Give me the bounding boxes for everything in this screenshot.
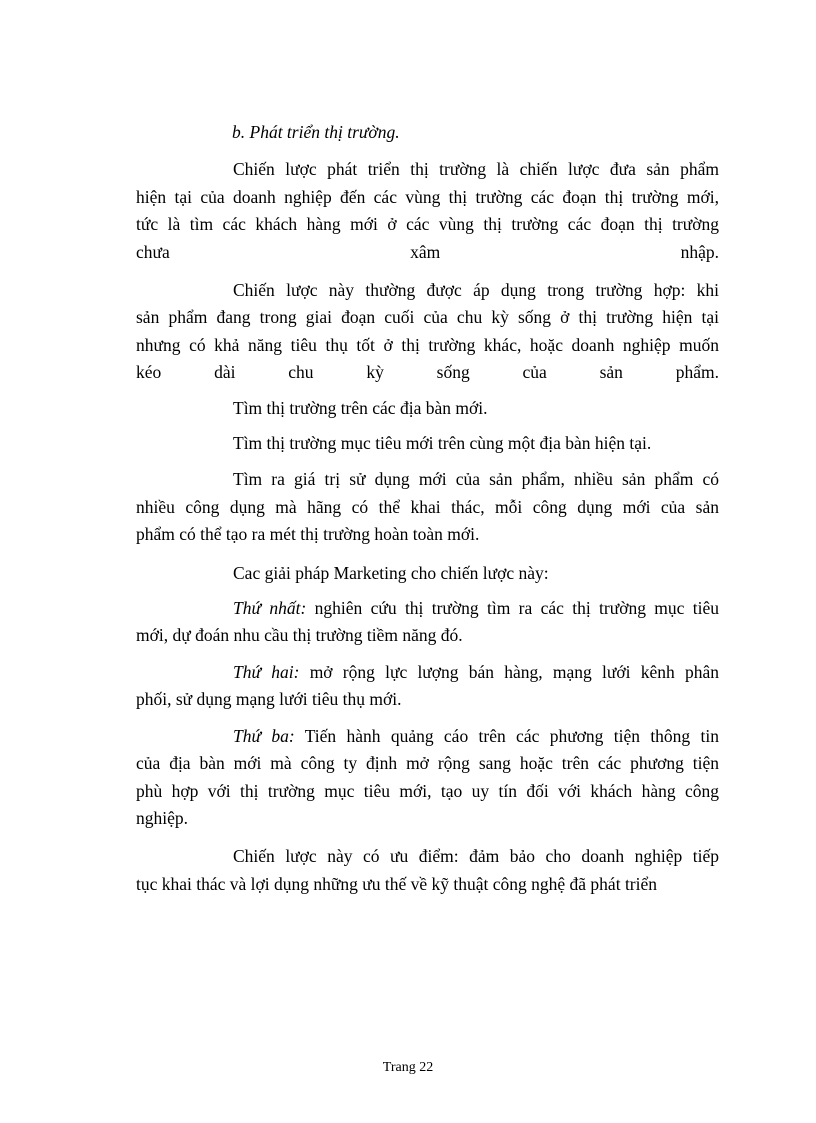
paragraph-9-line-3: phù hợp với thị trường mục tiêu mới, tạo uy tín đối với khách hàng công [136, 781, 719, 801]
paragraph-1-line-1: Chiến lược phát triển thị trường là chiến lược đưa sản phẩm [233, 159, 719, 179]
paragraph-5-line-3: phẩm có thể tạo ra mét thị trường hoàn toàn mới. [136, 524, 480, 544]
paragraph-7-line-1-text: nghiên cứu thị trường tìm ra các thị trường mục tiêu [306, 598, 720, 618]
paragraph-7-lead: Thứ nhất: [233, 598, 307, 618]
paragraph-9-line-4: nghiệp. [136, 808, 189, 828]
page-number: Trang 22 [382, 1060, 434, 1075]
paragraph-3-line-1: Tìm thị trường trên các địa bàn mới. [233, 398, 488, 418]
paragraph-2-line-1: Chiến lược này thường được áp dụng trong trường hợp: khi [233, 280, 719, 300]
paragraph-4-line-1: Tìm thị trường mục tiêu mới trên cùng một địa bàn hiện tại. [233, 433, 652, 453]
paragraph-10-line-2: tục khai thác và lợi dụng những ưu thế về kỹ thuật công nghệ đã phát triển [136, 874, 658, 894]
paragraph-1-line-2: hiện tại của doanh nghiệp đến các vùng thị trường các đoạn thị trường mới, [136, 187, 719, 207]
paragraph-1-line-4: chưa xâm nhập. [136, 242, 719, 262]
paragraph-8-line-1-text: mở rộng lực lượng bán hàng, mạng lưới kênh phân [299, 662, 719, 682]
paragraph-2-line-2: sản phẩm đang trong giai đoạn cuối của chu kỳ sống ở thị trường hiện tại [136, 307, 719, 327]
paragraph-10-line-1: Chiến lược này có ưu điểm: đảm bảo cho doanh nghiệp tiếp [233, 846, 719, 866]
paragraph-2-line-3: nhưng có khả năng tiêu thụ tốt ở thị trường khác, hoặc doanh nghiệp muốn [136, 335, 719, 355]
paragraph-6-line-1: Cac giải pháp Marketing cho chiến lược này: [233, 563, 549, 583]
paragraph-8-line-2: phối, sử dụng mạng lưới tiêu thụ mới. [136, 689, 402, 709]
paragraph-9-line-1-text: Tiến hành quảng cáo trên các phương tiện thông tin [294, 726, 719, 746]
paragraph-9-lead: Thứ ba: [233, 726, 295, 746]
paragraph-2-line-4: kéo dài chu kỳ sống của sản phẩm. [136, 362, 719, 382]
paragraph-5-line-2: nhiều công dụng mà hãng có thể khai thác, mỗi công dụng mới của sản [136, 497, 719, 517]
paragraph-7-line-1 [233, 597, 719, 619]
paragraph-8-line-1 [233, 661, 719, 683]
paragraph-9-line-1 [233, 725, 719, 747]
paragraph-5-line-1: Tìm ra giá trị sử dụng mới của sản phẩm, nhiều sản phẩm có [233, 469, 719, 489]
paragraph-7-line-2: mới, dự đoán nhu cầu thị trường tiềm năng đó. [136, 625, 463, 645]
paragraph-8-lead: Thứ hai: [233, 662, 300, 682]
section-heading: b. Phát triển thị trường. [232, 122, 400, 142]
paragraph-9-line-2: của địa bàn mới mà công ty định mở rộng sang hoặc trên các phương tiện [136, 753, 719, 773]
paragraph-1-line-3: tức là tìm các khách hàng mới ở các vùng thị trường các đoạn thị trường [136, 214, 719, 234]
